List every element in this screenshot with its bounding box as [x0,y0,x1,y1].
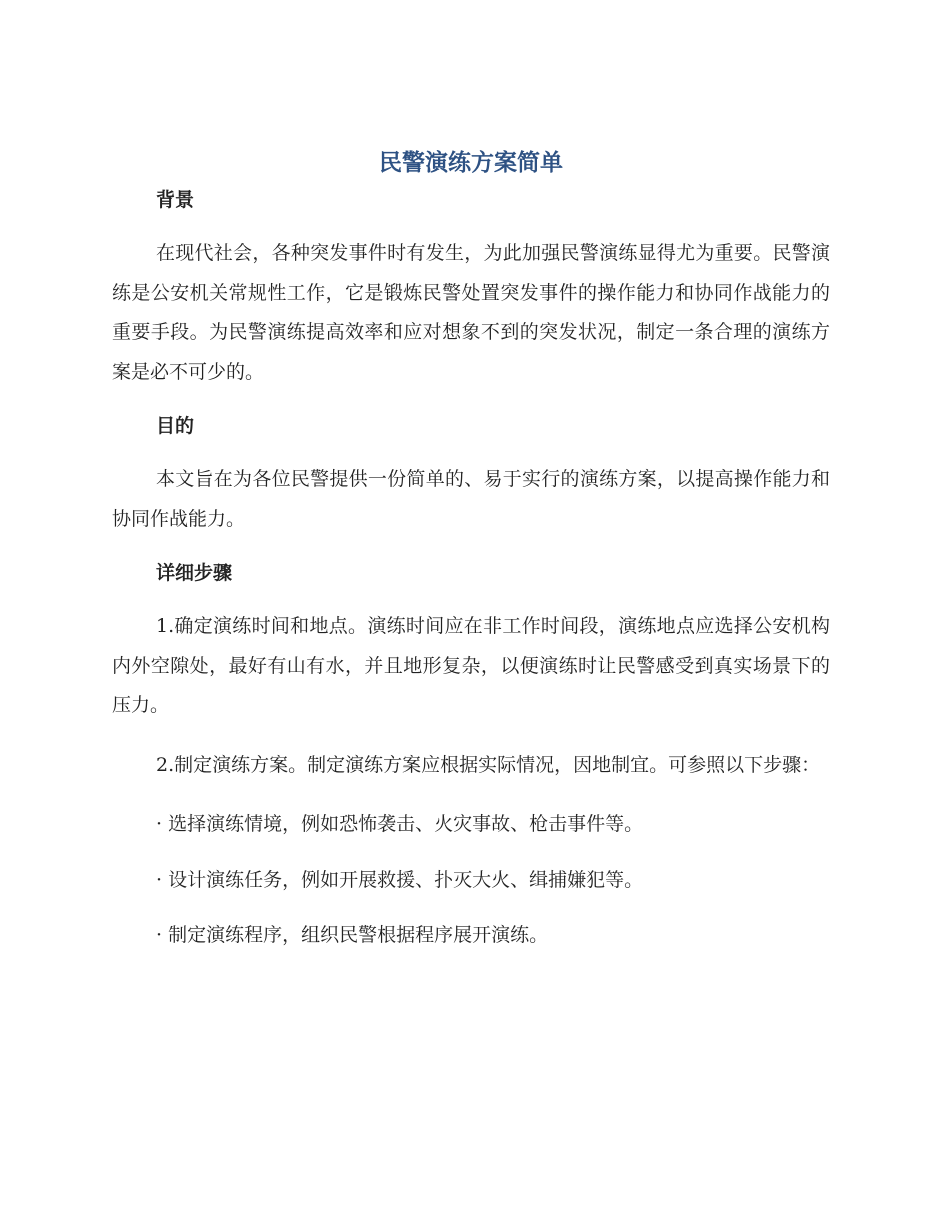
document-page [112,144,830,972]
paragraph: 本文旨在为各位民警提供一份简单的、易于实行的演练方案，以提高操作能力和协同作战能力。 [112,468,830,530]
paragraph: 在现代社会，各种突发事件时有发生，为此加强民警演练显得尤为重要。民警演练是公安机关常规性工作，它是锻炼民警处置突发事件的操作能力和协同作战能力的重要手段。为民警演练提高效率和应对想象不到的突发状况，制定一条合理的演练方案是必不可少的。 [112,242,830,383]
section-purpose [112,412,830,539]
bullet-item: · 选择演练情境，例如恐怖袭击、火灾事故、枪击事件等。 [156,813,644,835]
section-heading: 目的 [156,415,195,437]
section-steps [112,559,830,956]
section-background [112,186,830,392]
section-heading: 背景 [156,189,195,211]
step-paragraph: 1.确定演练时间和地点。演练时间应在非工作时间段，演练地点应选择公安机构内外空隙处，最好有山有水，并且地形复杂，以便演练时让民警感受到真实场景下的压力。 [112,615,830,716]
section-heading: 详细步骤 [156,562,233,584]
bullet-item: · 制定演练程序，组织民警根据程序展开演练。 [156,924,549,946]
step-paragraph: 2.制定演练方案。制定演练方案应根据实际情况，因地制宜。可参照以下步骤： [156,753,821,776]
bullet-item: · 设计演练任务，例如开展救援、扑灭大火、缉捕嫌犯等。 [156,868,644,891]
document-title: 民警演练方案简单 [379,150,563,176]
